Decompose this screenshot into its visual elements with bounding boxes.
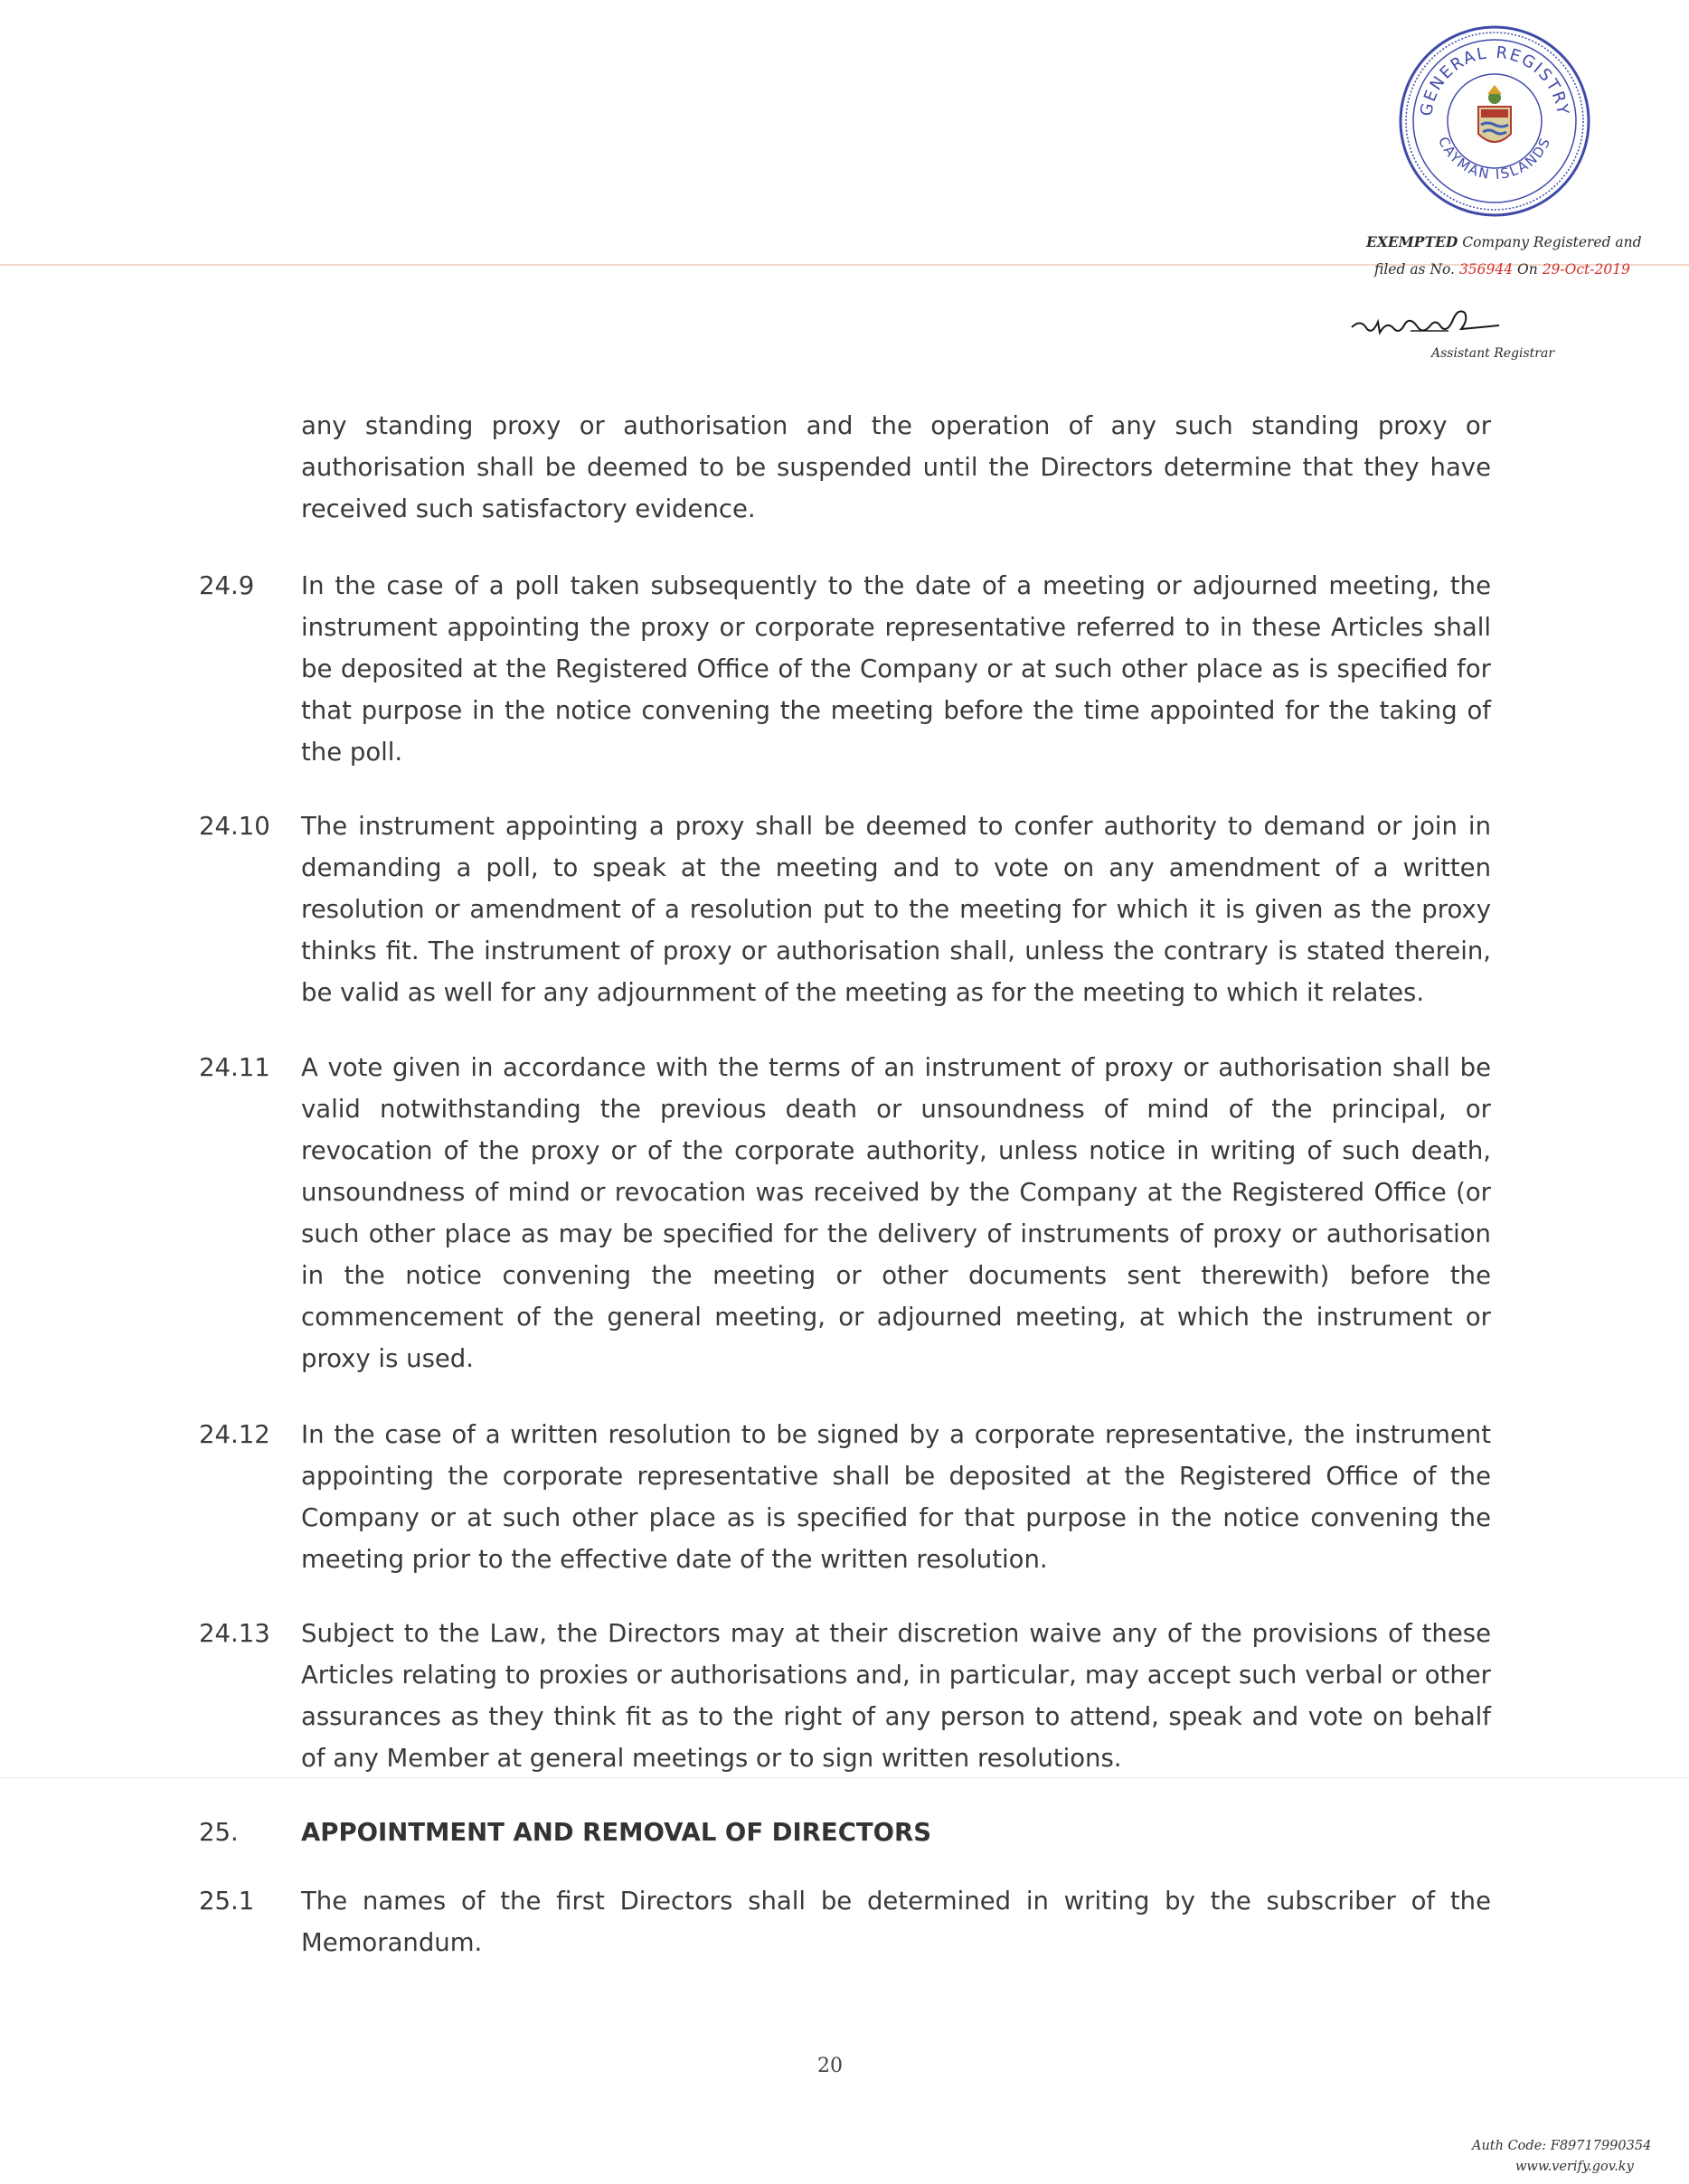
general-registry-seal — [1397, 24, 1592, 219]
stamp-exempted-label: EXEMPTED — [1366, 233, 1458, 250]
stamp-registered-line — [1366, 233, 1642, 250]
clause-number: 24.10 — [199, 812, 270, 841]
clause-text: A vote given in accordance with the terms of an instrument of proxy or authorisation shall be valid notwithstanding the previous death or unsoundness of mind of the principal, or revocation of the proxy or of the corporate authority, unless notice in writing of such death, unsoundness of mind or revocation was received by the Company at the Registered Office (or such other place as may be specified for the delivery of instruments of proxy or authorisation in the notice convening the meeting or other documents sent therewith) before the commencement of the general meeting, or adjourned meeting, at which the instrument or proxy is used. — [301, 1053, 1491, 1373]
stamp-filing-number: 356944 — [1458, 261, 1514, 278]
stamp-registered-text: Company Registered and — [1462, 234, 1642, 250]
verify-url: www.verify.gov.ky — [1515, 2160, 1634, 2174]
clause-text: The names of the first Directors shall be determined in writing by the subscriber of the Memorandum. — [301, 1887, 1491, 1957]
page-number: 20 — [817, 2055, 843, 2077]
section-25-heading — [199, 1812, 1492, 1853]
clause-number: 24.12 — [199, 1420, 270, 1449]
seal-top-text: GENERAL REGISTRY — [1416, 42, 1572, 118]
coat-of-arms-icon — [1478, 85, 1511, 142]
clause-25-1 — [199, 1880, 1492, 1963]
clause-text: Subject to the Law, the Directors may at their discretion waive any of the provisions of these Articles relating to proxies or authorisations and, in particular, may accept such verbal or other assurances as they think fit as to the right of any person to attend, speak and vote on behalf of any Member at general meetings or to sign written resolutions. — [301, 1619, 1491, 1773]
clause-number: 24.11 — [199, 1053, 270, 1082]
stamp-filing-date: 29-Oct-2019 — [1542, 261, 1630, 278]
clause-number: 24.13 — [199, 1619, 270, 1648]
section-title: APPOINTMENT AND REMOVAL OF DIRECTORS — [301, 1818, 931, 1847]
clause-24-9 — [199, 565, 1492, 773]
continuation-paragraph — [199, 405, 1492, 530]
stamp-filed-prefix: filed as No. — [1374, 261, 1455, 278]
clause-text: In the case of a poll taken subsequently to the date of a meeting or adjourned meeting, the instrument appointing the proxy or corporate representative referred to in these Articles shall be deposited at the Registered Office of the Company or at such other place as is specified for that purpose in the notice convening the meeting before the time appointed for the taking of the poll. — [301, 571, 1491, 767]
clause-text: In the case of a written resolution to be signed by a corporate representative, the instrument appointing the corporate representative shall be deposited at the Registered Office of the Company or at such other place as is specified for that purpose in the notice convening the meeting prior to the effective date of the written resolution. — [301, 1420, 1491, 1574]
stamp-filed-line — [1374, 261, 1630, 278]
clause-number: 24.9 — [199, 571, 255, 600]
seal-bottom-text: CAYMAN ISLANDS — [1435, 134, 1554, 183]
stamp-signatory-title: Assistant Registrar — [1431, 346, 1555, 361]
section-number: 25. — [199, 1818, 239, 1847]
auth-code: Auth Code: F89717990354 — [1472, 2139, 1652, 2153]
clause-number: 25.1 — [199, 1887, 255, 1916]
clause-text: The instrument appointing a proxy shall be deemed to confer authority to demand or join in demanding a poll, to speak at the meeting and to vote on any amendment of a written resolution or amendment of a resolution put to the meeting for which it is given as the proxy thinks fit. The instrument of proxy or authorisation shall, unless the contrary is stated therein, be valid as well for any adjournment of the meeting as for the meeting to which it relates. — [301, 812, 1491, 1007]
stamp-date-prefix: On — [1517, 261, 1538, 278]
clause-24-10 — [199, 805, 1492, 1013]
clause-24-12 — [199, 1414, 1492, 1580]
clause-24-13 — [199, 1613, 1492, 1779]
clause-24-11 — [199, 1047, 1492, 1379]
registrar-signature — [1347, 298, 1501, 344]
continuation-text: any standing proxy or authorisation and the operation of any such standing proxy or authorisation shall be deemed to be suspended until the Directors determine that they have received such satisfactory evidence. — [301, 411, 1491, 523]
